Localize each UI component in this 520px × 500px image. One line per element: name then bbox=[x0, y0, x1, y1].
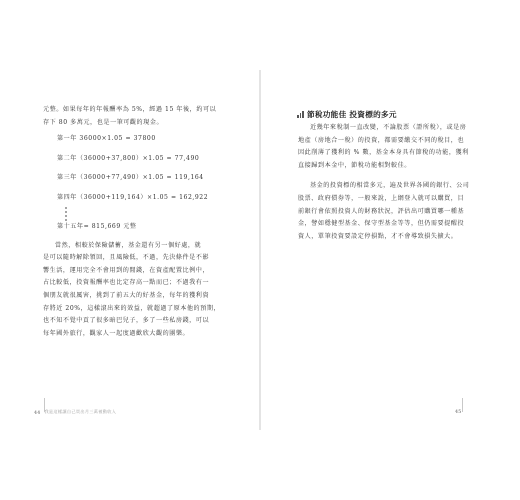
page-number: 44 bbox=[34, 409, 41, 415]
left-page-body bbox=[43, 104, 247, 340]
text-line: 股票、政府債券等，一般來說，上網登入就可以購買，目 bbox=[298, 194, 465, 202]
bar-chart-icon bbox=[297, 111, 304, 118]
text-line: 占比較低，投資報酬率也比定存高一點而已；不過我有一 bbox=[43, 279, 210, 287]
text-line: 存下 80 多萬元，也是一筆可觀的現金。 bbox=[43, 118, 164, 126]
left-paragraph-2 bbox=[43, 240, 247, 341]
calculation-line: 第四年（36000+119,164）×1.05 = 162,922 bbox=[57, 193, 209, 201]
calculation-line: 第三年（36000+77,490）×1.05 = 119,164 bbox=[57, 174, 204, 182]
section-heading bbox=[297, 109, 397, 120]
text-line: 響生活，運用完全不會用到的閒錢，在資產配置比例中， bbox=[43, 266, 210, 274]
section-title: 節稅功能佳 投資標的多元 bbox=[307, 110, 397, 119]
text-line: 基金的投資標的相當多元，遍及世界各國的銀行、公司 bbox=[310, 182, 470, 190]
text-line: 前銀行會依照投資人的財務狀況，評估出可購買哪一種基 bbox=[298, 207, 465, 215]
right-page bbox=[261, 0, 520, 500]
text-line: 元整。如果每年的年報酬率為 5%，經過 15 年後，約可以 bbox=[43, 106, 217, 113]
right-page-body bbox=[298, 122, 498, 243]
right-paragraph-1 bbox=[298, 122, 498, 172]
ellipsis-dots bbox=[65, 204, 247, 221]
text-line: 地產（房地合一稅）的投資，都需要繳交不同的稅目，也 bbox=[298, 136, 465, 144]
calculation-result: 第十五年= 815,669 元整 bbox=[57, 223, 137, 231]
left-paragraph-1 bbox=[43, 104, 247, 129]
calculation-line: 第一年 36000×1.05 = 37800 bbox=[57, 135, 156, 143]
text-line: 近幾年來稅制一直改變，不論股票（證所稅），或是房 bbox=[310, 124, 467, 131]
calculation-line: 第二年（36000+37,800）×1.05 = 77,490 bbox=[57, 154, 200, 162]
text-line: 存將近 20%，這樣滾出來的效益，就超過了原本他的預期， bbox=[43, 304, 221, 312]
text-line: 是可以隨時解除領回，且風險低，不過，先決條件是不影 bbox=[43, 254, 210, 262]
left-page bbox=[0, 0, 259, 500]
text-line: 當然，相較於保險儲蓄，基金還有另一個好處，就 bbox=[55, 241, 202, 249]
running-title: 我是這樣讓自己買出月三萬被動收入 bbox=[44, 409, 117, 414]
text-line: 個朋友就很厲害，挑到了前五大的好基金，每年的獲利資 bbox=[43, 292, 210, 300]
text-line: 資人，單筆投資要設定停損點，才不會導致損失擴大。 bbox=[298, 232, 458, 240]
right-footer bbox=[455, 409, 465, 414]
calculation-list bbox=[43, 133, 247, 234]
text-line: 金，譬如穩健型基金、保守型基金等等，但仍需要提醒投 bbox=[298, 220, 465, 228]
page-number: 45 bbox=[455, 409, 462, 414]
text-line: 因此削薄了獲利的 % 數，基金本身具有節稅的功能，獲利 bbox=[298, 149, 469, 157]
right-paragraph-2 bbox=[298, 180, 498, 243]
text-line: 也不知不覺中貢了很多暗巴兒子，多了一些私房錢，可以 bbox=[43, 317, 210, 325]
paragraph-spacer bbox=[298, 172, 498, 180]
left-footer bbox=[34, 409, 116, 415]
text-line: 每年國外旅行，觀家人一起度過歡欣大觀的團樂。 bbox=[43, 329, 190, 337]
text-line: 直接歸到本金中，節稅功能相對較佳。 bbox=[298, 161, 411, 169]
